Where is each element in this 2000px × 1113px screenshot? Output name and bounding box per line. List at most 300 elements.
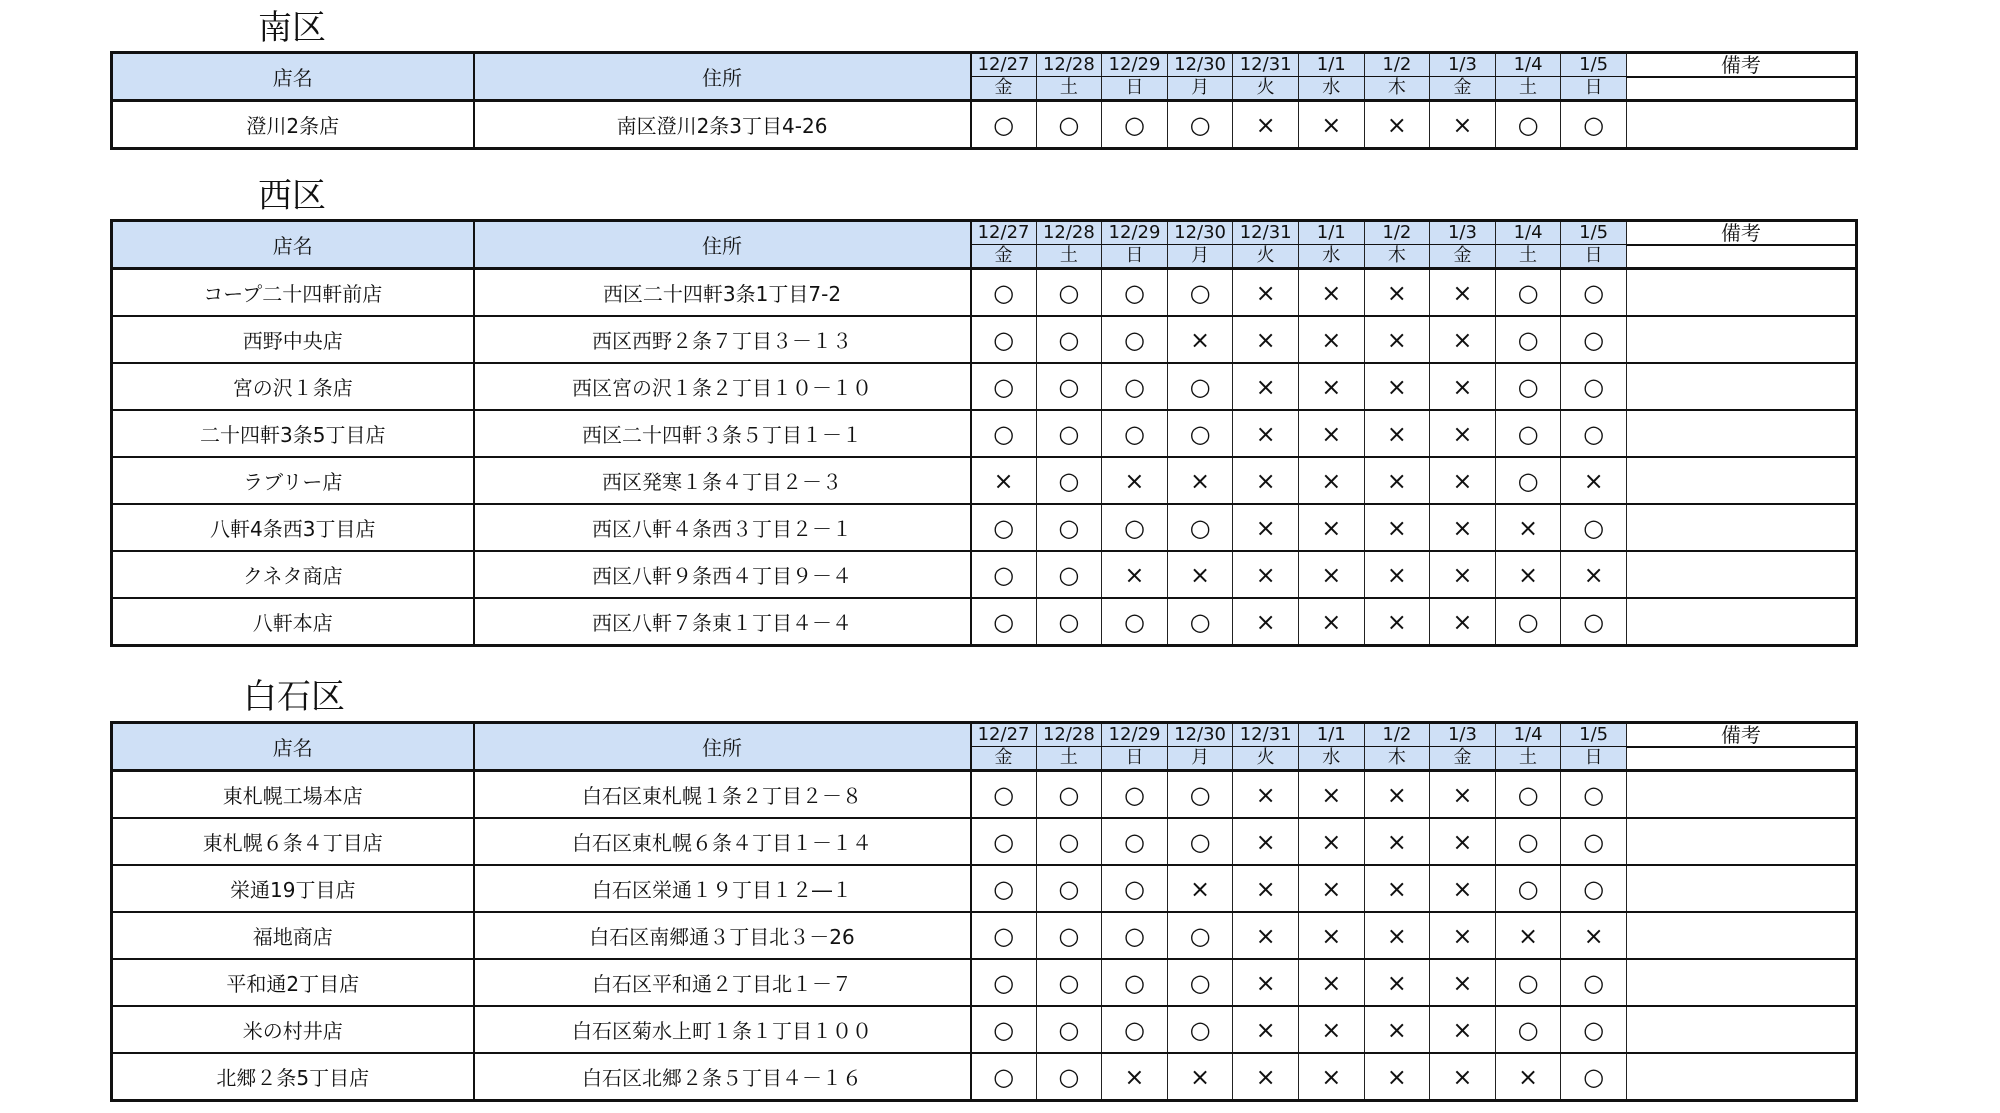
open-status-mark: ×: [1298, 598, 1364, 646]
open-status-mark: ○: [1036, 959, 1102, 1006]
table-row: [112, 269, 1857, 317]
header-date: 12/31: [1233, 53, 1299, 77]
store-note: [1626, 959, 1856, 1006]
header-weekday: 土: [1036, 747, 1102, 771]
open-status-mark: ×: [1364, 551, 1430, 598]
open-status-mark: ○: [1167, 269, 1233, 317]
header-weekday: 火: [1233, 77, 1299, 101]
open-status-mark: ○: [1102, 363, 1168, 410]
open-status-mark: ○: [1102, 912, 1168, 959]
store-name: クネタ商店: [112, 551, 474, 598]
open-status-mark: ○: [971, 410, 1037, 457]
open-status-mark: ○: [1167, 598, 1233, 646]
open-status-mark: ○: [1167, 410, 1233, 457]
store-name: 東札幌６条４丁目店: [112, 818, 474, 865]
open-status-mark: ○: [1102, 1006, 1168, 1053]
table-row: [112, 598, 1857, 646]
open-status-mark: ○: [1167, 504, 1233, 551]
header-date: 1/4: [1495, 221, 1561, 245]
open-status-mark: ×: [1233, 959, 1299, 1006]
header-date: 12/27: [971, 221, 1037, 245]
open-status-mark: ○: [1102, 410, 1168, 457]
open-status-mark: ×: [1298, 771, 1364, 819]
header-notes: 備考: [1626, 723, 1856, 747]
header-weekday: 日: [1561, 77, 1627, 101]
store-note: [1626, 1006, 1856, 1053]
open-status-mark: ×: [1364, 598, 1430, 646]
open-status-mark: ○: [1036, 363, 1102, 410]
table-row: [112, 551, 1857, 598]
store-name: 東札幌工場本店: [112, 771, 474, 819]
open-status-mark: ×: [1298, 1006, 1364, 1053]
open-status-mark: ○: [971, 101, 1037, 149]
table-row: [112, 363, 1857, 410]
store-address: 西区八軒７条東１丁目４－４: [474, 598, 971, 646]
header-date: 12/29: [1102, 723, 1168, 747]
store-note: [1626, 1053, 1856, 1101]
open-status-mark: ×: [1298, 316, 1364, 363]
header-row-dates: [112, 723, 1857, 747]
open-status-mark: ×: [1167, 316, 1233, 363]
header-address: 住所: [474, 723, 971, 771]
store-name: 八軒本店: [112, 598, 474, 646]
open-status-mark: ×: [1298, 101, 1364, 149]
open-status-mark: ×: [1495, 912, 1561, 959]
open-status-mark: ○: [971, 912, 1037, 959]
store-note: [1626, 912, 1856, 959]
open-status-mark: ○: [1561, 410, 1627, 457]
header-weekday: 月: [1167, 245, 1233, 269]
open-status-mark: ×: [1430, 865, 1496, 912]
table-row: [112, 410, 1857, 457]
schedule-table-minami: [110, 51, 1858, 150]
open-status-mark: ○: [1036, 551, 1102, 598]
store-address: 白石区北郷２条５丁目４－１６: [474, 1053, 971, 1101]
table-row: [112, 1006, 1857, 1053]
open-status-mark: ×: [1298, 410, 1364, 457]
open-status-mark: ○: [1102, 771, 1168, 819]
header-weekday: 金: [1430, 245, 1496, 269]
header-weekday: 火: [1233, 747, 1299, 771]
open-status-mark: ×: [1233, 771, 1299, 819]
table-row: [112, 818, 1857, 865]
open-status-mark: ×: [1298, 457, 1364, 504]
open-status-mark: ○: [1561, 865, 1627, 912]
open-status-mark: ×: [1233, 410, 1299, 457]
open-status-mark: ×: [1430, 504, 1496, 551]
store-note: [1626, 316, 1856, 363]
table-row: [112, 865, 1857, 912]
header-notes: 備考: [1626, 221, 1856, 245]
store-note: [1626, 363, 1856, 410]
header-weekday: 水: [1298, 245, 1364, 269]
store-name: 澄川2条店: [112, 101, 474, 149]
open-status-mark: ×: [1430, 1006, 1496, 1053]
open-status-mark: ×: [1364, 818, 1430, 865]
open-status-mark: ×: [1298, 551, 1364, 598]
open-status-mark: ○: [1561, 959, 1627, 1006]
header-date: 12/28: [1036, 723, 1102, 747]
open-status-mark: ×: [1364, 101, 1430, 149]
header-date: 12/28: [1036, 53, 1102, 77]
open-status-mark: ×: [1167, 1053, 1233, 1101]
store-name: 平和通2丁目店: [112, 959, 474, 1006]
header-date: 12/28: [1036, 221, 1102, 245]
open-status-mark: ○: [1561, 269, 1627, 317]
open-status-mark: ○: [1495, 457, 1561, 504]
open-status-mark: ○: [1495, 363, 1561, 410]
header-weekday: 土: [1495, 245, 1561, 269]
header-weekday: 金: [1430, 77, 1496, 101]
header-store-name: 店名: [112, 53, 474, 101]
header-date: 12/30: [1167, 723, 1233, 747]
open-status-mark: ×: [1364, 269, 1430, 317]
open-status-mark: ○: [1102, 316, 1168, 363]
open-status-mark: ×: [1561, 457, 1627, 504]
header-store-name: 店名: [112, 723, 474, 771]
open-status-mark: ×: [1364, 959, 1430, 1006]
table-row: [112, 316, 1857, 363]
header-weekday: 金: [971, 747, 1037, 771]
header-weekday: 土: [1036, 77, 1102, 101]
store-name: 西野中央店: [112, 316, 474, 363]
header-weekday: 水: [1298, 747, 1364, 771]
header-weekday: 金: [971, 245, 1037, 269]
open-status-mark: ○: [971, 363, 1037, 410]
open-status-mark: ×: [1233, 1053, 1299, 1101]
open-status-mark: ×: [1430, 269, 1496, 317]
open-status-mark: ×: [1364, 410, 1430, 457]
table-row: [112, 771, 1857, 819]
header-date: 1/3: [1430, 723, 1496, 747]
store-address: 西区二十四軒３条５丁目１－１: [474, 410, 971, 457]
header-row-dates: [112, 221, 1857, 245]
header-weekday: 土: [1495, 747, 1561, 771]
open-status-mark: ×: [1430, 598, 1496, 646]
header-date: 1/2: [1364, 53, 1430, 77]
section-title-minami: 南区: [258, 8, 326, 48]
header-weekday: 日: [1102, 77, 1168, 101]
header-date: 1/2: [1364, 723, 1430, 747]
open-status-mark: ×: [1430, 1053, 1496, 1101]
header-date: 12/30: [1167, 53, 1233, 77]
store-note: [1626, 457, 1856, 504]
store-note: [1626, 269, 1856, 317]
open-status-mark: ○: [1102, 865, 1168, 912]
open-status-mark: ○: [1167, 959, 1233, 1006]
header-weekday: 木: [1364, 77, 1430, 101]
open-status-mark: ○: [1561, 101, 1627, 149]
open-status-mark: ×: [1364, 771, 1430, 819]
schedule-table-nishi: [110, 219, 1858, 647]
header-date: 12/27: [971, 53, 1037, 77]
open-status-mark: ×: [1495, 551, 1561, 598]
open-status-mark: ×: [1298, 269, 1364, 317]
open-status-mark: ○: [971, 316, 1037, 363]
open-status-mark: ○: [971, 959, 1037, 1006]
open-status-mark: ×: [1364, 504, 1430, 551]
open-status-mark: ×: [1102, 457, 1168, 504]
store-address: 白石区菊水上町１条１丁目１００: [474, 1006, 971, 1053]
open-status-mark: ○: [1167, 771, 1233, 819]
open-status-mark: ×: [1167, 551, 1233, 598]
header-weekday: 日: [1102, 245, 1168, 269]
open-status-mark: ○: [1102, 504, 1168, 551]
open-status-mark: ×: [1364, 1053, 1430, 1101]
open-status-mark: ×: [1364, 363, 1430, 410]
open-status-mark: ○: [1036, 598, 1102, 646]
header-date: 1/4: [1495, 53, 1561, 77]
store-address: 白石区東札幌１条２丁目２－８: [474, 771, 971, 819]
store-address: 西区八軒９条西４丁目９－４: [474, 551, 971, 598]
store-note: [1626, 818, 1856, 865]
header-date: 12/29: [1102, 221, 1168, 245]
table-row: [112, 1053, 1857, 1101]
open-status-mark: ○: [1036, 1053, 1102, 1101]
open-status-mark: ○: [1495, 818, 1561, 865]
open-status-mark: ○: [1102, 101, 1168, 149]
store-note: [1626, 101, 1856, 149]
open-status-mark: ○: [971, 1053, 1037, 1101]
header-weekday: 金: [1430, 747, 1496, 771]
open-status-mark: ×: [1430, 959, 1496, 1006]
open-status-mark: ○: [971, 551, 1037, 598]
open-status-mark: ×: [1430, 818, 1496, 865]
header-date: 12/27: [971, 723, 1037, 747]
table-row: [112, 504, 1857, 551]
open-status-mark: ×: [1102, 1053, 1168, 1101]
header-weekday: 木: [1364, 245, 1430, 269]
open-status-mark: ×: [1430, 457, 1496, 504]
open-status-mark: ○: [1036, 457, 1102, 504]
header-date: 1/2: [1364, 221, 1430, 245]
open-status-mark: ○: [1036, 771, 1102, 819]
header-weekday: 土: [1036, 245, 1102, 269]
open-status-mark: ×: [1364, 316, 1430, 363]
header-date: 1/5: [1561, 221, 1627, 245]
open-status-mark: ○: [971, 771, 1037, 819]
header-notes-blank: [1626, 77, 1856, 101]
open-status-mark: ×: [1364, 865, 1430, 912]
store-note: [1626, 865, 1856, 912]
header-weekday: 土: [1495, 77, 1561, 101]
header-weekday: 日: [1102, 747, 1168, 771]
header-weekday: 水: [1298, 77, 1364, 101]
open-status-mark: ×: [1233, 457, 1299, 504]
open-status-mark: ○: [1036, 912, 1102, 959]
open-status-mark: ×: [1167, 457, 1233, 504]
open-status-mark: ○: [1102, 269, 1168, 317]
open-status-mark: ×: [1167, 865, 1233, 912]
open-status-mark: ○: [1036, 865, 1102, 912]
header-weekday: 火: [1233, 245, 1299, 269]
store-address: 西区八軒４条西３丁目２－１: [474, 504, 971, 551]
store-note: [1626, 598, 1856, 646]
header-date: 1/1: [1298, 53, 1364, 77]
header-date: 1/1: [1298, 221, 1364, 245]
open-status-mark: ×: [1298, 818, 1364, 865]
open-status-mark: ○: [1167, 363, 1233, 410]
open-status-mark: ○: [971, 598, 1037, 646]
open-status-mark: ×: [1298, 1053, 1364, 1101]
header-weekday: 日: [1561, 747, 1627, 771]
store-address: 白石区平和通２丁目北１－７: [474, 959, 971, 1006]
section-title-nishi: 西区: [258, 176, 326, 216]
store-name: コープ二十四軒前店: [112, 269, 474, 317]
header-row-dates: [112, 53, 1857, 77]
header-date: 1/4: [1495, 723, 1561, 747]
header-weekday: 金: [971, 77, 1037, 101]
header-address: 住所: [474, 221, 971, 269]
open-status-mark: ×: [1233, 363, 1299, 410]
table-row: [112, 959, 1857, 1006]
open-status-mark: ×: [1298, 865, 1364, 912]
store-note: [1626, 771, 1856, 819]
open-status-mark: ×: [1233, 598, 1299, 646]
open-status-mark: ×: [1233, 912, 1299, 959]
open-status-mark: ×: [1233, 865, 1299, 912]
open-status-mark: ○: [1495, 316, 1561, 363]
header-notes-blank: [1626, 245, 1856, 269]
store-note: [1626, 504, 1856, 551]
open-status-mark: ×: [1430, 101, 1496, 149]
open-status-mark: ×: [1233, 316, 1299, 363]
open-status-mark: ○: [1561, 363, 1627, 410]
open-status-mark: ○: [1495, 410, 1561, 457]
store-address: 白石区東札幌６条４丁目１－１４: [474, 818, 971, 865]
header-date: 12/31: [1233, 723, 1299, 747]
open-status-mark: ○: [1102, 959, 1168, 1006]
open-status-mark: ○: [1561, 1006, 1627, 1053]
open-status-mark: ×: [1561, 551, 1627, 598]
header-date: 1/5: [1561, 723, 1627, 747]
header-date: 1/5: [1561, 53, 1627, 77]
open-status-mark: ○: [1495, 101, 1561, 149]
header-address: 住所: [474, 53, 971, 101]
open-status-mark: ×: [1430, 410, 1496, 457]
open-status-mark: ○: [1167, 912, 1233, 959]
open-status-mark: ○: [1495, 959, 1561, 1006]
open-status-mark: ×: [1430, 912, 1496, 959]
open-status-mark: ○: [1495, 1006, 1561, 1053]
open-status-mark: ×: [1430, 771, 1496, 819]
store-address: 白石区南郷通３丁目北３－26: [474, 912, 971, 959]
open-status-mark: ○: [1561, 316, 1627, 363]
open-status-mark: ×: [1495, 504, 1561, 551]
section-title-shiroishi: 白石区: [243, 677, 345, 717]
store-note: [1626, 410, 1856, 457]
store-address: 西区発寒１条４丁目２－３: [474, 457, 971, 504]
header-date: 1/1: [1298, 723, 1364, 747]
header-date: 12/31: [1233, 221, 1299, 245]
open-status-mark: ○: [1561, 504, 1627, 551]
header-date: 1/3: [1430, 221, 1496, 245]
open-status-mark: ○: [1036, 1006, 1102, 1053]
open-status-mark: ×: [1233, 818, 1299, 865]
open-status-mark: ×: [1298, 959, 1364, 1006]
store-address: 西区二十四軒3条1丁目7-2: [474, 269, 971, 317]
store-note: [1626, 551, 1856, 598]
store-name: 宮の沢１条店: [112, 363, 474, 410]
open-status-mark: ×: [1233, 551, 1299, 598]
open-status-mark: ○: [1495, 269, 1561, 317]
header-notes-blank: [1626, 747, 1856, 771]
header-weekday: 月: [1167, 77, 1233, 101]
header-weekday: 木: [1364, 747, 1430, 771]
open-status-mark: ○: [1102, 598, 1168, 646]
open-status-mark: ○: [1036, 269, 1102, 317]
open-status-mark: ○: [1036, 410, 1102, 457]
open-status-mark: ○: [1167, 101, 1233, 149]
open-status-mark: ○: [1561, 598, 1627, 646]
open-status-mark: ×: [1298, 363, 1364, 410]
open-status-mark: ×: [1364, 457, 1430, 504]
open-status-mark: ○: [1495, 598, 1561, 646]
open-status-mark: ○: [971, 865, 1037, 912]
open-status-mark: ×: [1233, 269, 1299, 317]
open-status-mark: ○: [1167, 1006, 1233, 1053]
open-status-mark: ×: [1233, 101, 1299, 149]
open-status-mark: ×: [1102, 551, 1168, 598]
open-status-mark: ○: [971, 269, 1037, 317]
store-name: 栄通19丁目店: [112, 865, 474, 912]
header-date: 12/29: [1102, 53, 1168, 77]
open-status-mark: ○: [971, 818, 1037, 865]
open-status-mark: ○: [1036, 101, 1102, 149]
open-status-mark: ○: [1167, 818, 1233, 865]
store-address: 西区西野２条７丁目３－１３: [474, 316, 971, 363]
store-name: ラブリー店: [112, 457, 474, 504]
open-status-mark: ○: [1561, 818, 1627, 865]
open-status-mark: ○: [1561, 1053, 1627, 1101]
open-status-mark: ○: [1036, 504, 1102, 551]
open-status-mark: ○: [1036, 818, 1102, 865]
open-status-mark: ○: [1495, 865, 1561, 912]
store-address: 西区宮の沢１条２丁目１０－１０: [474, 363, 971, 410]
store-address: 白石区栄通１９丁目１２―１: [474, 865, 971, 912]
open-status-mark: ○: [971, 1006, 1037, 1053]
header-notes: 備考: [1626, 53, 1856, 77]
schedule-table-shiroishi: [110, 721, 1858, 1102]
header-weekday: 日: [1561, 245, 1627, 269]
open-status-mark: ○: [1561, 771, 1627, 819]
open-status-mark: ×: [1298, 912, 1364, 959]
open-status-mark: ×: [1364, 912, 1430, 959]
open-status-mark: ○: [971, 504, 1037, 551]
open-status-mark: ×: [1233, 504, 1299, 551]
header-date: 12/30: [1167, 221, 1233, 245]
store-name: 米の村井店: [112, 1006, 474, 1053]
open-status-mark: ○: [1495, 771, 1561, 819]
open-status-mark: ○: [1102, 818, 1168, 865]
open-status-mark: ×: [1298, 504, 1364, 551]
table-row: [112, 912, 1857, 959]
open-status-mark: ×: [971, 457, 1037, 504]
store-address: 南区澄川2条3丁目4-26: [474, 101, 971, 149]
store-name: 二十四軒3条5丁目店: [112, 410, 474, 457]
open-status-mark: ○: [1036, 316, 1102, 363]
table-row: [112, 101, 1857, 149]
open-status-mark: ×: [1364, 1006, 1430, 1053]
open-status-mark: ×: [1430, 316, 1496, 363]
store-name: 北郷２条5丁目店: [112, 1053, 474, 1101]
store-name: 福地商店: [112, 912, 474, 959]
header-store-name: 店名: [112, 221, 474, 269]
open-status-mark: ×: [1495, 1053, 1561, 1101]
store-name: 八軒4条西3丁目店: [112, 504, 474, 551]
open-status-mark: ×: [1233, 1006, 1299, 1053]
header-weekday: 月: [1167, 747, 1233, 771]
